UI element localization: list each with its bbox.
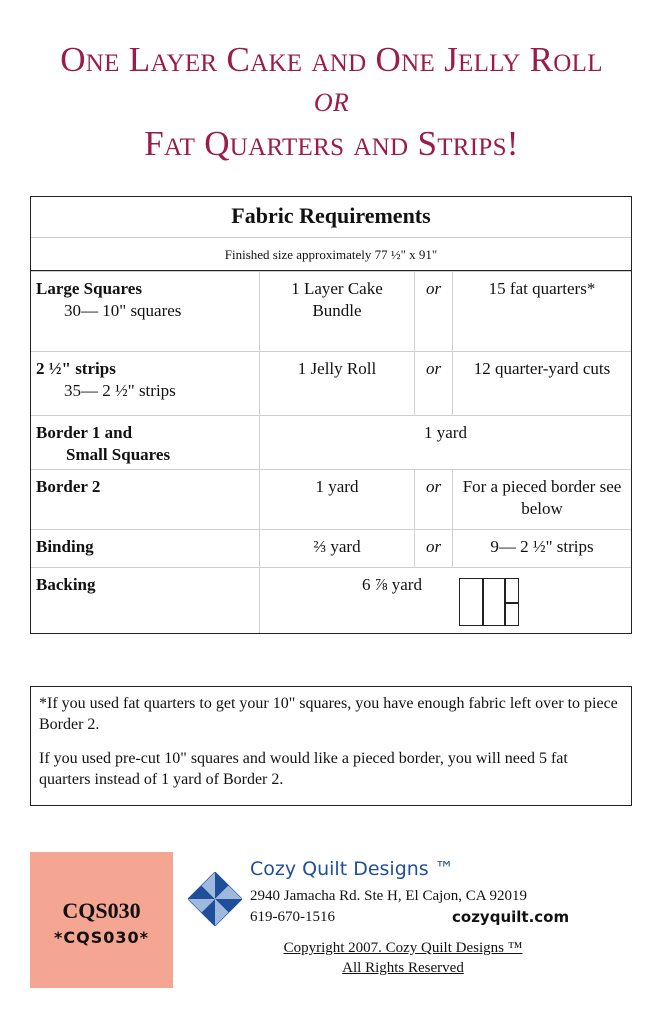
option-a: 1 Jelly Roll <box>260 352 415 415</box>
rights-reserved: All Rights Reserved <box>342 960 464 976</box>
or-text: or <box>415 272 453 351</box>
table-row <box>31 567 631 633</box>
or-text: or <box>415 470 453 529</box>
option-b: For a pieced border see below <box>462 477 622 518</box>
row-detail: 30— 10" squares <box>64 301 182 320</box>
title-line-3: Fat Quarters and Strips! <box>144 124 519 163</box>
pinwheel-logo-icon <box>188 872 242 926</box>
row-detail: Small Squares <box>66 445 171 464</box>
option-a: ⅔ yard <box>260 530 415 567</box>
row-label: 2 ½" strips <box>36 359 116 378</box>
website: cozyquilt.com <box>452 908 570 926</box>
row-label: Backing <box>36 575 96 594</box>
or-text: or <box>415 530 453 567</box>
option-a: 1 Layer Cake Bundle <box>260 272 415 351</box>
copyright: Copyright 2007. Cozy Quilt Designs ™ <box>283 940 523 956</box>
row-label: Border 2 <box>36 477 101 496</box>
pattern-barcode-text: *CQS030* <box>54 928 149 947</box>
table-row <box>31 415 631 469</box>
or-text: or <box>415 352 453 415</box>
brand-name: Cozy Quilt Designs ™ <box>250 858 454 880</box>
row-label: Large Squares <box>36 279 142 298</box>
table-row <box>31 351 631 415</box>
title-line-1: One Layer Cake and One Jelly Roll <box>60 40 603 79</box>
note-fat-quarters: *If you used fat quarters to get your 10" squares, you have enough fabric left over to piece Border 2. <box>39 695 618 733</box>
option-a: 1 yard <box>260 470 415 529</box>
amount: 1 yard <box>424 423 467 442</box>
backing-diagram <box>459 578 519 626</box>
row-label: Binding <box>36 537 94 556</box>
table-header <box>31 197 631 271</box>
amount: 6 ⅞ yard <box>362 575 422 594</box>
table-row <box>31 271 631 351</box>
row-detail: 35— 2 ½" strips <box>64 381 176 400</box>
notes-box <box>30 686 632 806</box>
note-pre-cut: If you used pre-cut 10" squares and would like a pieced border, you will need 5 fat quarters instead of 1 yard of Border 2. <box>39 750 568 788</box>
phone: 619-670-1516 <box>250 909 335 925</box>
pattern-code: CQS030 <box>62 898 141 923</box>
option-b: 9— 2 ½" strips <box>490 537 594 556</box>
table-title: Fabric Requirements <box>231 203 431 228</box>
finished-size: Finished size approximately 77 ½" x 91" <box>31 237 631 272</box>
option-b: 15 fat quarters* <box>488 279 596 298</box>
title-line-2: OR <box>313 88 350 117</box>
row-label: Border 1 and <box>36 423 133 442</box>
pattern-code-box <box>30 852 173 988</box>
table-row <box>31 529 631 567</box>
address: 2940 Jamacha Rd. Ste H, El Cajon, CA 92019 <box>250 888 528 904</box>
fabric-requirements-table <box>30 196 632 634</box>
table-row <box>31 469 631 529</box>
option-b: 12 quarter-yard cuts <box>473 359 611 378</box>
